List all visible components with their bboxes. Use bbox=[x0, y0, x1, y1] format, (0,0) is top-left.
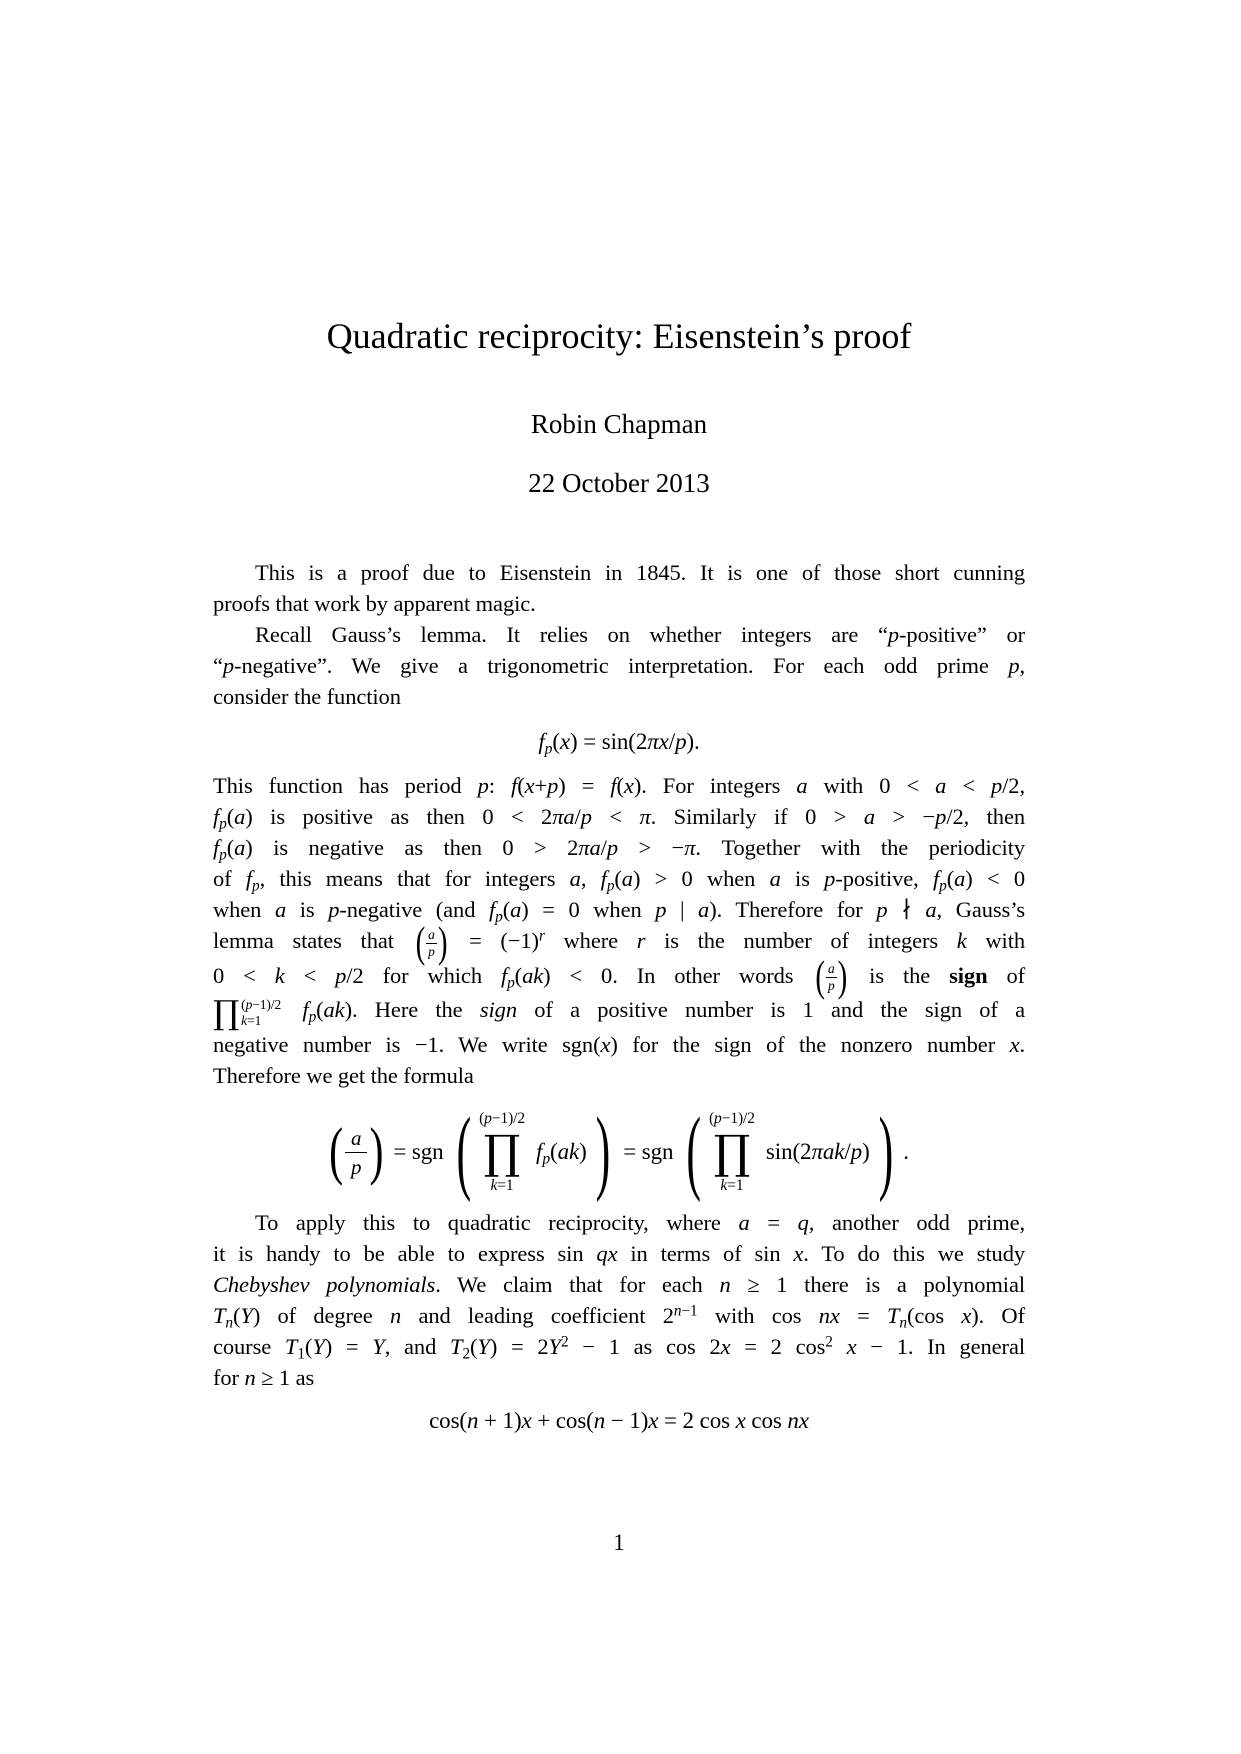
body-line: for n ≥ 1 as bbox=[213, 1365, 315, 1391]
display-equation-cosine-identity: cos(n + 1)x + cos(n − 1)x = 2 cos x cos nx bbox=[429, 1408, 809, 1434]
body-line: it is handy to be able to express sin qx in terms of sin x. To do this we study bbox=[213, 1241, 1025, 1267]
body-line: negative number is −1. We write sgn(x) for the sign of the nonzero number x. bbox=[213, 1032, 1025, 1058]
fraction-numerator: a bbox=[351, 1125, 362, 1150]
product-operator bbox=[709, 1109, 755, 1195]
body-line: This function has period p: f(x+p) = f(x). For integers a with 0 < a < p/2, bbox=[213, 773, 1025, 799]
body-line: consider the function bbox=[213, 684, 401, 710]
body-line: Chebyshev polynomials. We claim that for each n ≥ 1 there is a polynomial bbox=[213, 1272, 1025, 1298]
body-line: $T_n(Y)$ of degree n and leading coefficient $2^{n-1}$ with cos nx = $T_n(\cos$ x). Of bbox=[213, 1302, 1025, 1332]
paper-title: Quadratic reciprocity: Eisenstein’s proof bbox=[326, 316, 912, 356]
open-paren: ( bbox=[456, 1098, 472, 1204]
product-upper-limit: (p−1)/2 bbox=[708, 1110, 755, 1128]
body-line: course $T_1(Y) = Y$, and $T_2(Y) = 2Y^2 - 1$ as cos 2x = 2 $\cos^2 x - 1$. In general bbox=[213, 1333, 1025, 1363]
body-line: To apply this to quadratic reciprocity, where a = q, another odd prime, bbox=[255, 1210, 1026, 1236]
body-line: $f_p(a)$ is positive as then 0 < 2πa/p < π. Similarly if 0 > a > −p/2, then bbox=[213, 804, 1025, 833]
product-symbol: ∏ bbox=[483, 1124, 521, 1179]
display-equation-fp: $f_p(x) = \sin(2\pi x/p)$. bbox=[538, 729, 700, 758]
paper-content bbox=[213, 316, 1025, 1442]
fraction-denominator: p bbox=[345, 1152, 367, 1181]
body-line: Recall Gauss’s lemma. It relies on whether integers are “p-positive” or bbox=[255, 622, 1025, 648]
equals-sgn: = sgn bbox=[623, 1139, 674, 1165]
product-lower-limit: k=1 bbox=[720, 1176, 744, 1194]
display-equation-legendre-product bbox=[213, 1098, 1025, 1204]
body-line: of $f_p$, this means that for integers a, $f_p(a) > 0$ when a is p-positive, $f_p(a) < 0$ bbox=[213, 866, 1025, 895]
page-number: 1 bbox=[613, 1530, 625, 1555]
equation-period: . bbox=[903, 1139, 909, 1165]
product-term: sin(2πak/p) bbox=[765, 1139, 870, 1165]
body-line: This is a proof due to Eisenstein in 1845. It is one of those short cunning bbox=[255, 560, 1025, 586]
product-lower-limit: k=1 bbox=[490, 1176, 514, 1194]
body-line: Therefore we get the formula bbox=[213, 1063, 474, 1089]
open-paren: ( bbox=[329, 1116, 344, 1188]
product-operator bbox=[479, 1109, 525, 1195]
paper-body bbox=[213, 557, 1025, 1442]
close-paren: ) bbox=[595, 1098, 611, 1204]
close-paren: ) bbox=[878, 1098, 894, 1204]
close-paren: ) bbox=[369, 1116, 384, 1188]
body-line: when a is p-negative (and $f_p(a) = 0$ when p | a). Therefore for p ∤ a, Gauss’s bbox=[213, 897, 1026, 926]
legendre-fraction bbox=[345, 1124, 367, 1182]
paper-date: 22 October 2013 bbox=[528, 468, 710, 499]
body-line: ∏ (p−1)/2 k=1 $f_p(ak)$. Here the sign of a positive number is 1 and the sign of a bbox=[213, 993, 1025, 1033]
product-symbol: ∏ bbox=[713, 1124, 751, 1179]
open-paren: ( bbox=[686, 1098, 701, 1204]
body-line: proofs that work by apparent magic. bbox=[213, 591, 536, 617]
body-line: $f_p(a)$ is negative as then 0 > 2πa/p > −π. Together with the periodicity bbox=[213, 835, 1026, 864]
paper-author: Robin Chapman bbox=[530, 409, 708, 440]
body-line: “p-negative”. We give a trigonometric interpretation. For each odd prime p, bbox=[213, 653, 1025, 679]
product-upper-limit: (p−1)/2 bbox=[479, 1110, 526, 1128]
body-line: lemma states that ( a p ) = $(-1)^r$ where r is the number of integers k with bbox=[213, 918, 1025, 967]
product-term: $f_p(ak)$ bbox=[536, 1139, 587, 1168]
body-line: 0 < k < p/2 for which $f_p(ak) < 0$. In other words ( a p ) is the sign of bbox=[213, 953, 1026, 1002]
equals-sgn: = sgn bbox=[393, 1139, 444, 1165]
